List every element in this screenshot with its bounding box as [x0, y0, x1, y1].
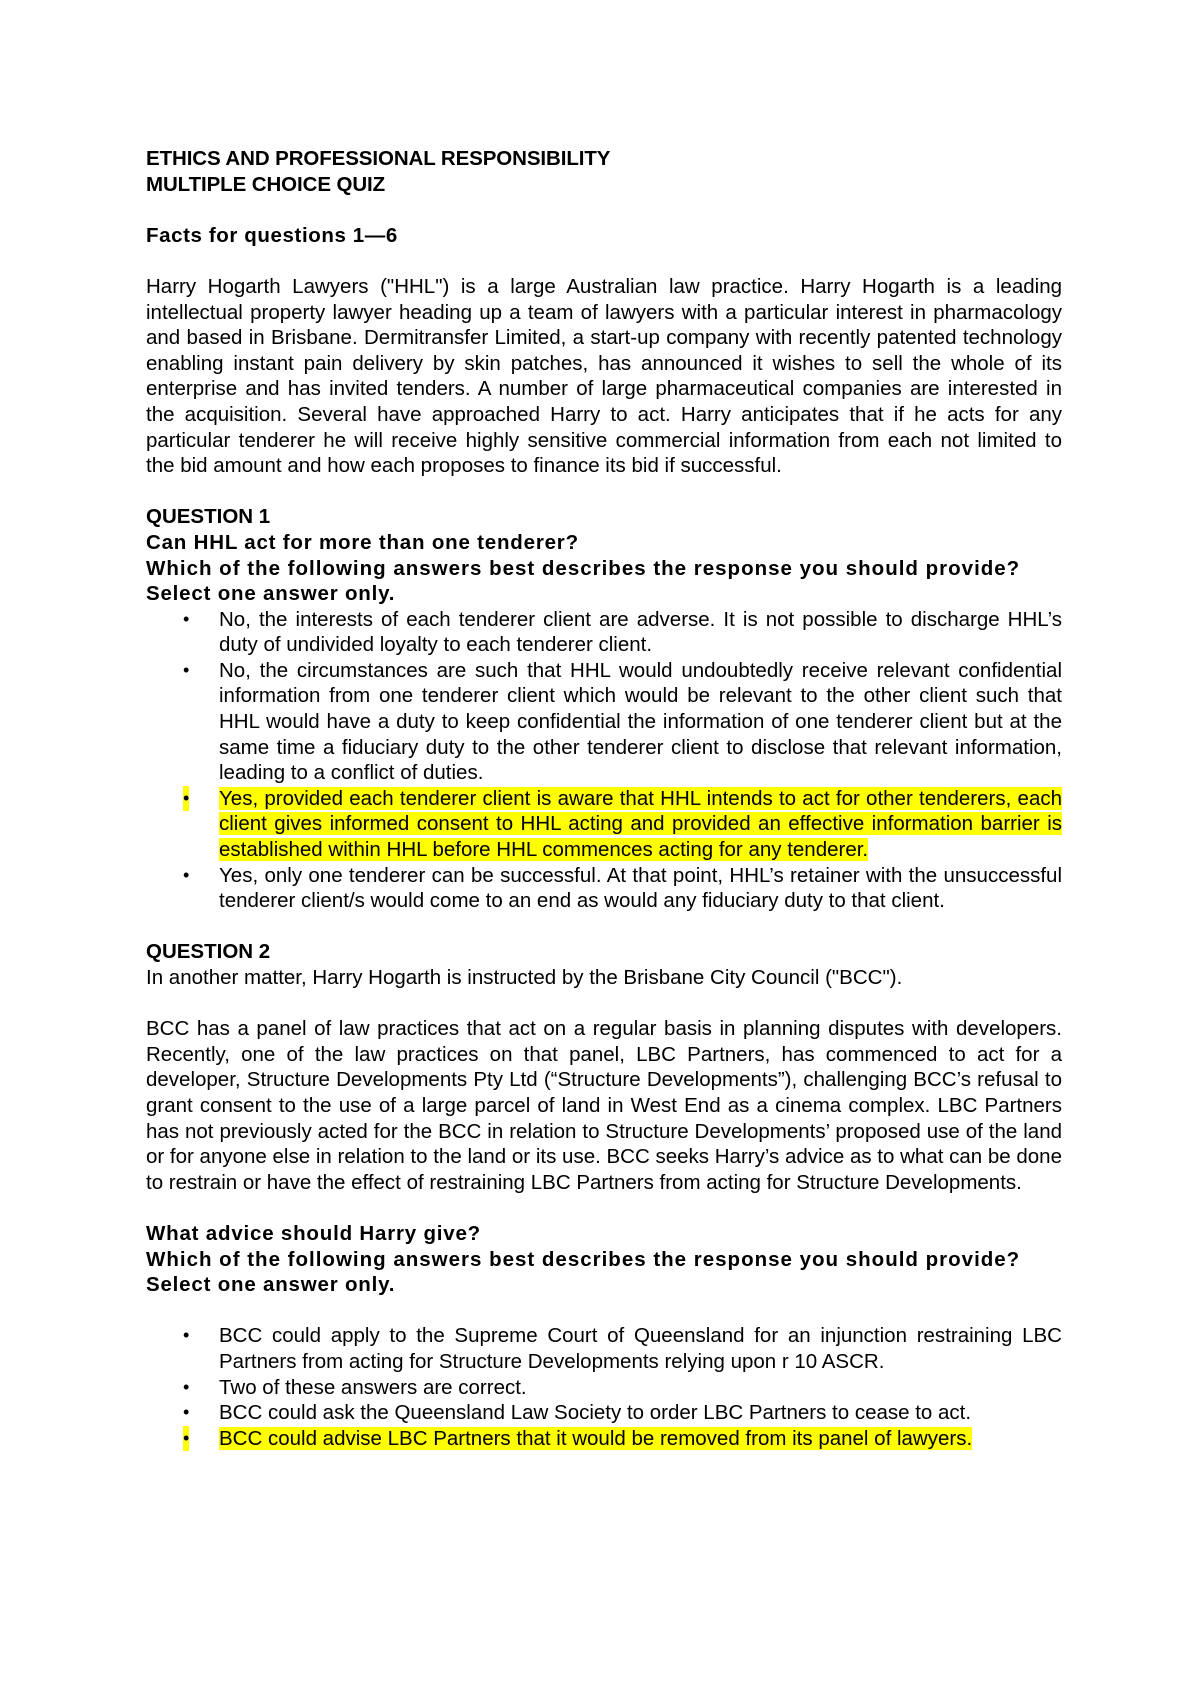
document-title: ETHICS AND PROFESSIONAL RESPONSIBILITY — [146, 147, 611, 170]
answer-text: Two of these answers are correct. — [219, 1375, 527, 1399]
document-page — [146, 146, 1062, 1451]
question-2 — [146, 939, 1062, 1451]
bullet-icon: • — [183, 786, 189, 812]
answer-option[interactable] — [146, 1323, 1062, 1374]
document-subtitle: MULTIPLE CHOICE QUIZ — [146, 172, 386, 196]
question-text: Can HHL act for more than one tenderer? — [146, 530, 579, 554]
bullet-icon: • — [183, 1325, 190, 1346]
answer-text: BCC could ask the Queensland Law Society to order LBC Partners to cease to act. — [219, 1401, 972, 1425]
answer-text: No, the circumstances are such that HHL would undoubtedly receive relevant confidential information from one tenderer client which would be relevant to the other client such that HHL would have a duty to keep confidential the information of one tenderer client but at the same time a fiduciary duty to the other tenderer client to disclose that relevant information, leading to a conflict of duties. — [219, 658, 1062, 785]
bullet-icon: • — [183, 1426, 189, 1452]
answer-option-highlighted[interactable] — [146, 1426, 1062, 1452]
question-text: What advice should Harry give? — [146, 1221, 481, 1245]
question-prompt: Which of the following answers best describes the response you should provide? — [146, 1247, 1021, 1271]
question-instruction: Select one answer only. — [146, 582, 396, 606]
bullet-icon: • — [183, 608, 190, 629]
question-heading: QUESTION 1 — [146, 505, 271, 529]
bullet-icon: • — [183, 659, 190, 680]
answer-options — [146, 607, 1062, 914]
question-instruction: Select one answer only. — [146, 1273, 396, 1297]
answer-option[interactable] — [146, 863, 1062, 914]
question-paragraph: BCC has a panel of law practices that act on a regular basis in planning disputes with developers. Recently, one of the law practices on that panel, LBC Partners, has commenced to act for a developer, Structure Developments Pty Ltd (“Structure Developments”), challenging BCC’s refusal to grant consent to the use of a large parcel of land in West End as a cinema complex. LBC Partners has not previously acted for the BCC in relation to Structure Developments’ proposed use of the land or for anyone else in relation to the land or its use. BCC seeks Harry’s advice as to what can be done to restrain or have the effect of restraining LBC Partners from acting for Structure Developments. — [146, 1017, 1062, 1194]
answer-option[interactable] — [146, 658, 1062, 786]
bullet-icon: • — [183, 1402, 190, 1423]
answer-option[interactable] — [146, 607, 1062, 658]
question-1 — [146, 504, 1062, 914]
question-heading: QUESTION 2 — [146, 940, 271, 964]
answer-option-highlighted[interactable] — [146, 786, 1062, 863]
answer-text: Yes, provided each tenderer client is aware that HHL intends to act for other tenderers, each client gives informed consent to HHL acting and provided an effective information barrier is established within HHL before HHL commences acting for any tenderer. — [219, 786, 1062, 862]
bullet-icon: • — [183, 864, 190, 885]
question-intro: In another matter, Harry Hogarth is instructed by the Brisbane City Council ("BCC"). — [146, 966, 903, 989]
question-prompt: Which of the following answers best describes the response you should provide? — [146, 556, 1021, 580]
answer-text: BCC could apply to the Supreme Court of Queensland for an injunction restraining LBC Partners from acting for Structure Developments relying upon r 10 ASCR. — [219, 1324, 1062, 1373]
answer-option[interactable] — [146, 1375, 1062, 1401]
bullet-icon: • — [183, 1376, 190, 1397]
answer-text: Yes, only one tenderer can be successful. At that point, HHL’s retainer with the unsuccessful tenderer client/s would come to an end as would any fiduciary duty to that client. — [219, 863, 1062, 913]
answer-options — [146, 1323, 1062, 1451]
answer-option[interactable] — [146, 1400, 1062, 1426]
answer-text: BCC could advise LBC Partners that it would be removed from its panel of lawyers. — [219, 1426, 973, 1450]
facts-heading: Facts for questions 1—6 — [146, 223, 398, 247]
facts-paragraph: Harry Hogarth Lawyers ("HHL") is a large Australian law practice. Harry Hogarth is a leading intellectual property lawyer heading up a team of lawyers with a particular interest in pharmacology and based in Brisbane. Dermitransfer Limited, a start-up company with recently patented technology enabling instant pain delivery by skin patches, has announced it wishes to sell the whole of its enterprise and has invited tenders. A number of large pharmaceutical companies are interested in the acquisition. Several have approached Harry to act. Harry anticipates that if he acts for any particular tenderer he will receive highly sensitive commercial information from each not limited to the bid amount and how each proposes to finance its bid if successful. — [146, 274, 1062, 478]
answer-text: No, the interests of each tenderer client are adverse. It is not possible to discharge HHL’s duty of undivided loyalty to each tenderer client. — [219, 607, 1062, 657]
